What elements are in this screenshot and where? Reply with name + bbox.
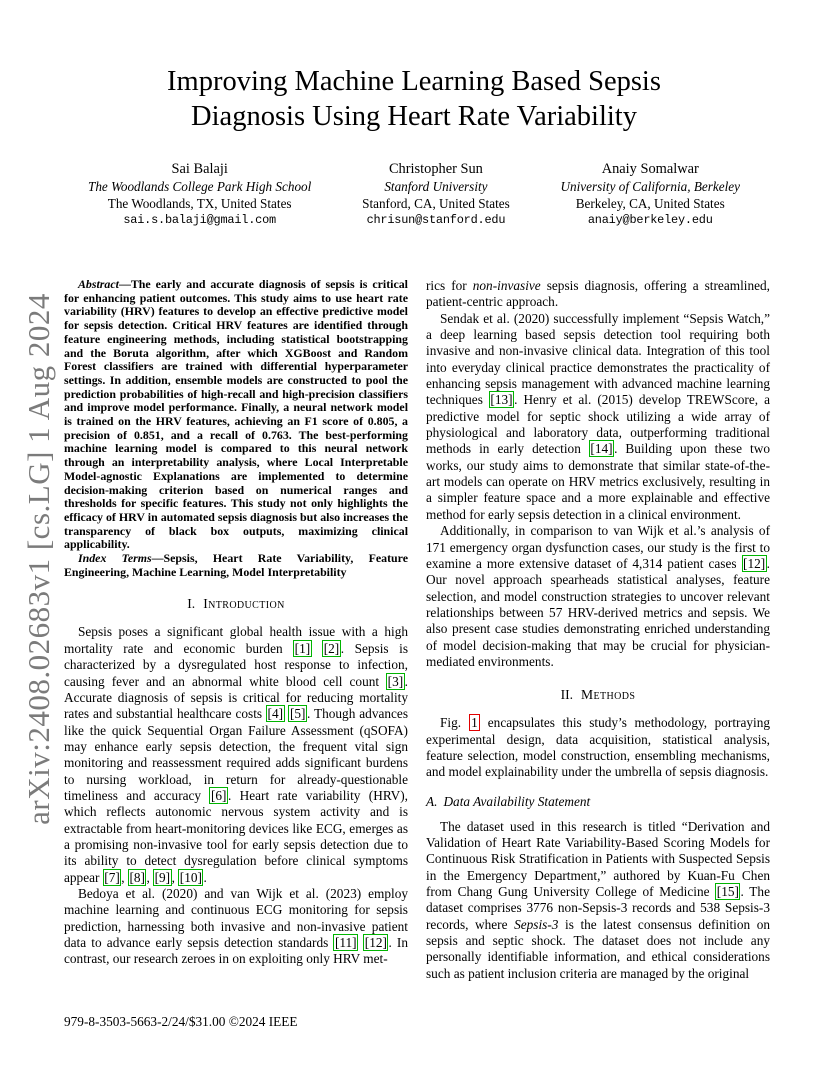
text-segment: , <box>171 869 179 885</box>
arxiv-watermark-text: arXiv:2408.02683v1 [cs.LG] 1 Aug 2024 <box>21 293 56 825</box>
text-segment: The dataset used in this research is titled “Derivation and Validation of Heart Rate Variability-Based Scoring Models for Continuous Risk Stratification in Patients with Suspected Sepsis in the Emergency Department,” authored by Kuan-Fu Chen from Chang Gung University College of Medicine <box>426 818 770 899</box>
author-affiliation: The Woodlands College Park High School <box>88 179 312 194</box>
section-heading-methods <box>426 687 770 703</box>
figure-ref-link[interactable]: 1 <box>469 714 481 731</box>
author-name: Anaiy Somalwar <box>601 161 699 177</box>
paper-title-line-2: Diagnosis Using Heart Rate Variability <box>191 101 637 132</box>
text-segment: Abstract <box>78 277 119 291</box>
text-segment: . Our novel approach spearheads statistical analyses, feature selection, and model construction strategies to uncover relevant relationships between 57 HRV-derived metrics and sepsis. We also present case studies demonstrating enriched understanding of model decision-making that may be crucial for physician-mediated environments. <box>426 555 770 669</box>
abstract <box>64 278 408 552</box>
text-segment: . The dataset comprises 3776 non-Sepsis-3 records and 538 Sepsis-3 records, where <box>426 884 770 932</box>
section-title: Methods <box>581 687 636 703</box>
paper-title-line-1: Improving Machine Learning Based Sepsis <box>167 66 661 97</box>
text-segment: non-invasive <box>472 278 541 293</box>
text-segment: Index Terms <box>78 551 152 566</box>
text-segment: is the latest consensus definition on sepsis and septic shock. The dataset does not include any personally identifiable information, and ethical considerations such as patient inclusion criteria are managed by the original <box>426 916 770 981</box>
text-segment: —Sepsis, Heart Rate Variability, Feature Engineering, Machine Learning, Model Interpretability <box>64 551 408 579</box>
author-email: sai.s.balaji@gmail.com <box>123 213 276 227</box>
index-terms <box>64 552 408 579</box>
author-email: anaiy@berkeley.edu <box>587 213 713 227</box>
citation-link[interactable]: [2] <box>323 640 340 656</box>
section-heading-introduction <box>64 596 408 612</box>
paragraph-related-work <box>426 311 770 523</box>
text-segment <box>312 641 323 656</box>
body-columns <box>64 278 771 982</box>
author-affiliation: Stanford University <box>384 179 488 194</box>
author-block-3 <box>561 161 740 229</box>
subsection-heading-data-availability <box>426 794 770 810</box>
authors-row <box>88 161 740 229</box>
subsection-title: Data Availability Statement <box>443 793 591 809</box>
author-name: Christopher Sun <box>388 161 483 177</box>
text-segment: . Building upon these two works, our study aims to demonstrate that similar state-of-the-art models can operate on HRV metrics exclusively, resulting in a simpler feature space and a more explainable and effective method for early sepsis detection in a clinical environment. <box>426 441 770 522</box>
author-affiliation: University of California, Berkeley <box>560 179 740 194</box>
copyright-notice: 979-8-3503-5663-2/24/$31.00 ©2024 IEEE <box>64 1014 298 1029</box>
citation-link[interactable]: [12] <box>743 555 766 571</box>
text-segment: . Henry et al. (2015) develop TREWScore, a predictive model for septic shock utilizing a wide array of physiological and laboratory data, outperforming traditional methods in early detection <box>426 392 770 457</box>
author-address: The Woodlands, TX, United States <box>107 196 292 211</box>
right-column <box>426 278 770 982</box>
author-address: Berkeley, CA, United States <box>575 196 725 211</box>
left-column <box>64 278 408 982</box>
author-block-1 <box>88 161 311 229</box>
text-segment: . In contrast, our research zeroes in on exploiting only HRV met- <box>64 935 409 967</box>
author-name: Sai Balaji <box>171 161 228 177</box>
section-number: II. <box>560 687 574 703</box>
section-title: Introduction <box>203 596 285 612</box>
text-segment: Sepsis poses a significant global health issue with a high mortality rate and economic burden <box>64 624 408 656</box>
paper-header <box>0 64 828 229</box>
section-number: I. <box>187 596 196 612</box>
text-segment: . <box>203 869 207 885</box>
citation-link[interactable]: [14] <box>590 441 613 457</box>
citation-link[interactable]: [10] <box>179 869 202 885</box>
author-block-2 <box>362 161 510 229</box>
citation-link[interactable]: [12] <box>364 935 387 950</box>
text-segment: Sendak et al. (2020) successfully implement “Sepsis Watch,” a deep learning based sepsis detection tool requiring both invasive and non-invasive clinical data. Integration of this tool into everyday clinical practice demonstrates the practicality of enhancing sepsis management with advanced machine learning techniques <box>426 310 770 408</box>
text-segment: sepsis diagnosis, offering a streamlined, patient-centric approach. <box>426 278 770 310</box>
citation-link[interactable]: [4] <box>267 706 284 722</box>
subsection-number: A. <box>426 793 438 809</box>
text-segment: encapsulates this study’s methodology, portraying experimental design, data acquisition, statistical analysis, feature selection, model construction, ensembling mechanisms, and model explainability under the umbrella of sepsis diagnosis. <box>426 715 770 780</box>
author-email: chrisun@stanford.edu <box>366 213 506 227</box>
text-segment: Additionally, in comparison to van Wijk et al.’s analysis of 171 emergency organ dysfunction cases, our study is the first to examine a more extensive dataset of 4,314 patient cases <box>426 523 770 571</box>
page-footer <box>64 1014 298 1030</box>
paragraph-intro-1 <box>64 624 408 886</box>
paper-title <box>0 64 828 134</box>
citation-link[interactable]: [11] <box>334 935 357 950</box>
text-segment: . Accurate diagnosis of sepsis is critical for reducing mortality rates and substantial healthcare costs <box>64 673 408 722</box>
citation-link[interactable]: [5] <box>289 706 306 722</box>
citation-link[interactable]: [1] <box>294 640 311 656</box>
text-segment: , <box>146 869 154 885</box>
paragraph-novelty <box>426 523 770 670</box>
paragraph-intro-continued <box>426 278 770 311</box>
citation-link[interactable]: [8] <box>129 869 145 885</box>
text-segment: . Sepsis is characterized by a dysregulated host response to infection, causing fever and an abnormal white blood cell count <box>64 640 409 689</box>
paragraph-intro-2 <box>64 886 408 968</box>
citation-link[interactable]: [7] <box>104 869 120 885</box>
text-segment: —The early and accurate diagnosis of sepsis is critical for enhancing patient outcomes. This study aims to use heart rate variability (HRV) features to develop an effective predictive model for sepsis detection. Critical HRV features are identified through feature engineering methods, including statistical bootstrapping and the Boruta algorithm, after which XGBoost and Random Forest classifiers are trained with differential hyperparameter settings. In addition, ensemble models are constructed to pool the prediction probabilities of high-recall and high-precision classifiers and improve model performance. Finally, a neural network model is trained on the HRV features, achieving an F1 score of 0.805, a precision of 0.851, and a recall of 0.763. The best-performing machine learning model is compared to this neural network through an interpretability analysis, where Local Interpretable Model-agnostic Explanations are implemented to determine decision-making criterion based on numerical ranges and thresholds for specific features. This study not only highlights the efficacy of HRV in automated sepsis diagnosis but also increases the transparency of black box outputs, maximizing clinical applicability. <box>64 277 408 552</box>
text-segment: , <box>121 869 128 885</box>
text-segment: Fig. <box>440 715 469 731</box>
paragraph-methods-overview <box>426 715 770 780</box>
citation-link[interactable]: [9] <box>154 869 171 885</box>
citation-link[interactable]: [15] <box>716 884 739 899</box>
paragraph-data-availability <box>426 819 770 982</box>
text-segment: . Heart rate variability (HRV), which reflects autonomic nervous system activity and is extractable from heart-monitoring devices like ECG, emerges as a promising non-invasive tool for early sepsis detection due to its ability to detect dysregulation before clinical symptoms appear <box>64 787 409 885</box>
citation-link[interactable]: [6] <box>210 787 227 803</box>
text-segment: . Though advances like the quick Sequential Organ Failure Assessment (qSOFA) may enhance early sepsis detection, the frequent vital sign monitoring and reassessment required adds significant burdens to nursing workload, in return for already-questionable timeliness and accuracy <box>64 706 409 803</box>
text-segment: rics for <box>426 278 473 293</box>
text-segment: Bedoya et al. (2020) and van Wijk et al. (2023) employ machine learning and continuous ECG monitoring for sepsis prediction, harnessing both invasive and non-invasive patient data to advance early sepsis detection standards <box>64 885 408 950</box>
text-segment: Sepsis-3 <box>514 916 559 932</box>
citation-link[interactable]: [3] <box>387 673 404 689</box>
author-address: Stanford, CA, United States <box>362 196 510 211</box>
citation-link[interactable]: [13] <box>490 392 513 408</box>
